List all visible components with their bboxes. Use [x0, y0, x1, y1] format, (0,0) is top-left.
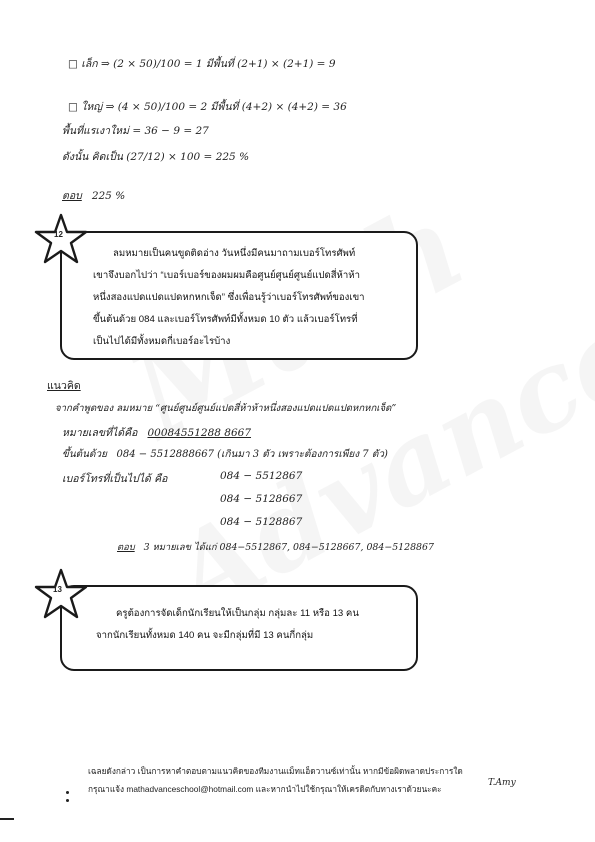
solution-heading: แนวคิด [47, 380, 81, 392]
work-line-small-square: □ เล็ก ⇒ (2 × 50)/100 = 1 มีพื้นที่ (2+1) × (2+1) = 9 [68, 58, 336, 70]
work-line-percent: ดังนั้น คิดเป็น (27/12) × 100 = 225 % [62, 151, 250, 163]
digits-value: 00084551288 8667 [147, 427, 252, 439]
top-answer [62, 187, 125, 204]
star-icon [33, 568, 89, 620]
phone-2: 084 − 5128667 [220, 493, 303, 505]
solution-answer-label: ตอบ [117, 542, 135, 553]
phone-1: 084 − 5512867 [220, 470, 303, 482]
problem-12-line-2: เขาจึงบอกไปว่า “เบอร์เบอร์ของผมผมคือศูนย์ศูนย์ศูนย์แปดสี่ห้าห้า [93, 270, 360, 281]
problem-12-line-3: หนึ่งสองแปดแปดแปดหกหกเจ็ด” ซึ่งเพื่อนรู้ว่าเบอร์โทรศัพท์ของเขา [93, 292, 365, 303]
problem-13-line-1: ครูต้องการจัดเด็กนักเรียนให้เป็นกลุ่ม กลุ่มละ 11 หรือ 13 คน [116, 608, 359, 619]
prefix-value: 084 − 5512888667 (เกินมา 3 ตัว เพราะต้องการเพียง 7 ตัว) [116, 449, 388, 460]
work-line-shaded-area: พื้นที่แรเงาใหม่ = 36 − 9 = 27 [62, 125, 209, 137]
digits-label: หมายเลขที่ได้คือ [62, 427, 138, 439]
problem-12-line-1: ลมหมายเป็นคนขูดติดอ่าง วันหนึ่งมีคนมาถามเบอร์โทรศัพท์ [113, 248, 356, 259]
footer-line-2: กรุณาแจ้ง mathadvanceschool@hotmail.com และหากนำไปใช้กรุณาให้เครดิตกับทางเราด้วยนะคะ [88, 784, 442, 794]
problem-12-line-4: ขึ้นต้นด้วย 084 และเบอร์โทรศัพท์มีทั้งหมด 10 ตัว แล้วเบอร์โทรที่ [93, 314, 358, 325]
solution-line-4: เบอร์โทรที่เป็นไปได้ คือ [62, 473, 168, 485]
work-line-big-square: □ ใหญ่ ⇒ (4 × 50)/100 = 2 มีพื้นที่ (4+2) × (4+2) = 36 [68, 101, 347, 113]
edge-mark [0, 818, 14, 820]
problem-12-number: 12 [54, 230, 63, 239]
signature: T.Amy [488, 778, 516, 788]
answer-label: ตอบ [62, 190, 82, 202]
prefix-label: ขึ้นต้นด้วย [62, 449, 107, 460]
solution-line-3 [62, 447, 388, 462]
solution-line-1: จากคำพูดของ ลมหมาย “ศูนย์ศูนย์ศูนย์แปดสี่ห้าห้าหนึ่งสองแปดแปดแปดหกหกเจ็ด” [55, 403, 397, 414]
answer-value: 225 % [91, 190, 126, 202]
solution-line-2 [62, 424, 251, 441]
phone-3: 084 − 5128867 [220, 516, 303, 528]
footer-line-1: เฉลยดังกล่าว เป็นการหาคำตอบตามแนวคิดของทีมงานแม็ทแอ็ดวานซ์เท่านั้น หากมีข้อผิดพลาดประการใด [88, 766, 463, 776]
problem-13-line-2: จากนักเรียนทั้งหมด 140 คน จะมีกลุ่มที่มี 13 คนกี่กลุ่ม [96, 630, 314, 641]
problem-12-line-5: เป็นไปได้มีทั้งหมดกี่เบอร์อะไรบ้าง [93, 336, 231, 347]
star-icon [33, 213, 89, 265]
margin-dot [66, 791, 69, 794]
problem-13-number: 13 [53, 585, 62, 594]
margin-dot [66, 799, 69, 802]
solution-answer [117, 540, 434, 555]
solution-answer-value: 3 หมายเลข ได้แก่ 084−5512867, 084−5128667, 084−5128867 [143, 542, 434, 553]
